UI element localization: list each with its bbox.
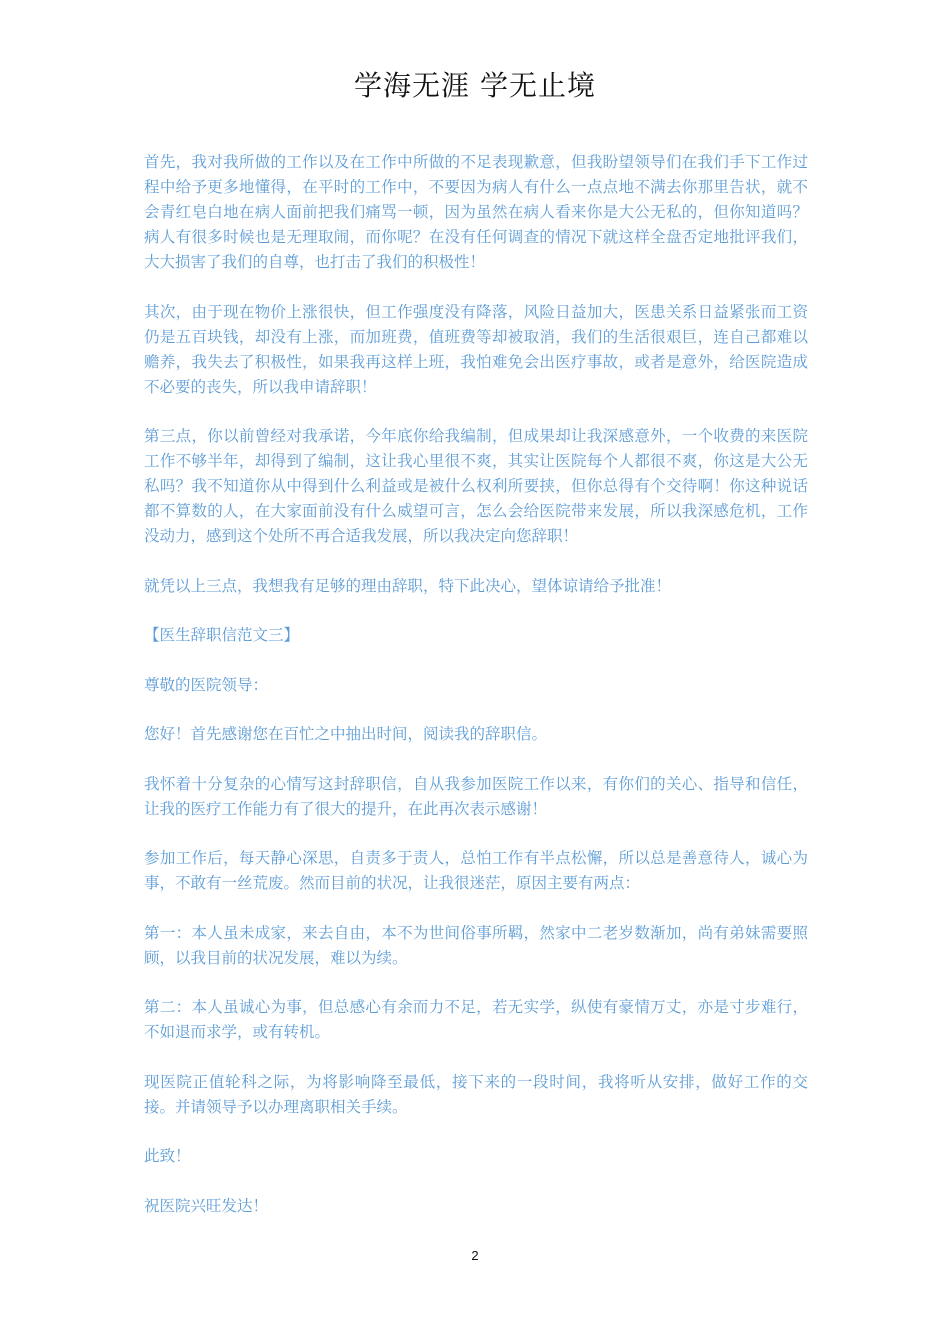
paragraph-first-point: 首先，我对我所做的工作以及在工作中所做的不足表现歉意，但我盼望领导们在我们手下工作过程中给予更多地懂得，在平时的工作中，不要因为病人有什么一点点地不满去你那里告状，就不会青红皂白地在病人面前把我们痛骂一顿，因为虽然在病人看来你是大公无私的，但你知道吗？病人有很多时候也是无理取闹，而你呢？在没有任何调查的情况下就这样全盘否定地批评我们，大大损害了我们的自尊，也打击了我们的积极性！ <box>144 153 808 271</box>
reason-two-paragraph: 第二：本人虽诚心为事，但总感心有余而力不足，若无实学，纵使有豪情万丈，亦是寸步难行，不如退而求学，或有转机。 <box>144 998 808 1041</box>
reason-one-paragraph: 第一：本人虽未成家，来去自由，本不为世间俗事所羁，然家中二老岁数渐加，尚有弟妹需要照顾，以我目前的状况发展，难以为续。 <box>144 923 808 967</box>
page-header-title: 学海无涯 学无止境 <box>354 69 596 102</box>
letter-body <box>144 150 808 1243</box>
paragraph-second-point: 其次，由于现在物价上涨很快，但工作强度没有降落，风险日益加大，医患关系日益紧张而工资仍是五百块钱，却没有上涨，而加班费，值班费等却被取消，我们的生活很艰巨，连自己都难以赡养，我失去了积极性，如果我再这样上班，我怕难免会出医疗事故，或者是意外，给医院造成不必要的丧失，所以我申请辞职！ <box>144 302 808 396</box>
handover-paragraph: 现医院正值轮科之际，为将影响降至最低，接下来的一段时间，我将听从安排，做好工作的交接。并请领导予以办理离职相关手续。 <box>144 1072 808 1116</box>
gratitude-paragraph: 我怀着十分复杂的心情写这封辞职信，自从我参加医院工作以来，有你们的关心、指导和信任，让我的医疗工作能力有了很大的提升，在此再次表示感谢！ <box>144 774 808 818</box>
paragraph-conclusion: 就凭以上三点，我想我有足够的理由辞职，特下此决心，望体谅请给予批准！ <box>144 576 672 595</box>
paragraph-third-point: 第三点，你以前曾经对我承诺，今年底你给我编制，但成果却让我深感意外，一个收费的来医院工作不够半年，却得到了编制，这让我心里很不爽，其实让医院每个人都很不爽，你这是大公无私吗？我不知道你从中得到什么利益或是被什么权利所要挟，但你总得有个交待啊！你这种说话都不算数的人，在大家面前没有什么威望可言，怎么会给医院带来发展，所以我深感危机，工作没动力，感到这个处所不再合适我发展，所以我决定向您辞职！ <box>144 427 808 545</box>
section-heading: 【医生辞职信范文三】 <box>144 626 300 644</box>
greeting-paragraph: 您好！首先感谢您在百忙之中抽出时间，阅读我的辞职信。 <box>144 725 548 743</box>
salutation: 尊敬的医院领导： <box>144 675 269 694</box>
page-number: 2 <box>471 1248 479 1263</box>
closing-wish: 祝医院兴旺发达！ <box>144 1196 269 1215</box>
closing-line: 此致！ <box>144 1147 191 1165</box>
reflection-paragraph: 参加工作后，每天静心深思，自责多于责人，总怕工作有半点松懈，所以总是善意待人，诚心为事，不敢有一丝荒废。然而目前的状况，让我很迷茫，原因主要有两点： <box>144 849 808 892</box>
